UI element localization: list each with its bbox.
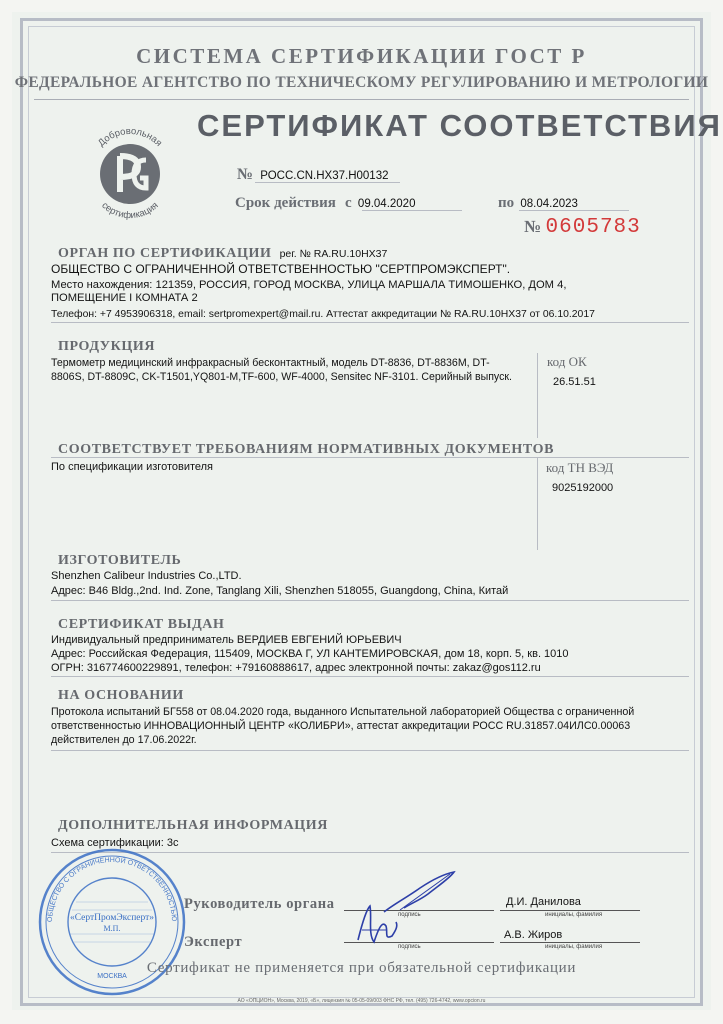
- svg-text:Добровольная: Добровольная: [95, 125, 165, 149]
- organ-address-cont: ПОМЕЩЕНИЕ I КОМНАТА 2: [51, 292, 198, 304]
- organ-divider: [51, 322, 689, 323]
- organization-stamp: [32, 842, 192, 1002]
- manufacturer-divider: [51, 600, 689, 601]
- valid-to-date: 08.04.2023: [520, 198, 578, 210]
- issued-address: Адрес: Российская Федерация, 115409, МОСКВА Г, УЛ КАНТЕМИРОВСКАЯ, дом 18, корп. 5, кв. 1010: [51, 648, 569, 660]
- organ-name: ОБЩЕСТВО С ОГРАНИЧЕННОЙ ОТВЕТСТВЕННОСТЬЮ "СЕРТПРОМЭКСПЕРТ".: [51, 262, 511, 276]
- organ-label: ОРГАН ПО СЕРТИФИКАЦИИ: [58, 246, 272, 261]
- expert-name-caption: инициалы, фамилия: [545, 944, 603, 950]
- issued-contacts: ОГРН: 316774600229891, телефон: +79160888617, адрес электронной почты: zakaz@gos112.ru: [51, 662, 541, 674]
- svg-text:«СертПромЭксперт»: «СертПромЭксперт»: [69, 913, 155, 923]
- certificate-number: РОСС.CN.НХ37.Н00132: [260, 170, 389, 182]
- svg-text:ОБЩЕСТВО С ОГРАНИЧЕННОЙ ОТВЕТС: ОБЩЕСТВО С ОГРАНИЧЕННОЙ ОТВЕТСТВЕННОСТЬЮ: [46, 856, 178, 923]
- footer-note: Сертификат не применяется при обязательной сертификации: [146, 960, 577, 976]
- tnved-divider: [537, 457, 538, 550]
- certification-scheme: Схема сертификации: 3с: [51, 837, 179, 849]
- svg-text:сертификация: сертификация: [99, 200, 161, 222]
- head-name: Д.И. Данилова: [506, 896, 581, 908]
- system-title: СИСТЕМА СЕРТИФИКАЦИИ ГОСТ Р: [136, 44, 587, 68]
- expert-label: Эксперт: [184, 934, 243, 950]
- product-description-1: Термометр медицинский инфракрасный бесконтактный, модель DT-8836, DT-8836M, DT-: [51, 357, 490, 369]
- svg-text:М.П.: М.П.: [103, 924, 121, 933]
- number-label: №: [237, 166, 254, 183]
- basis-divider: [51, 750, 689, 751]
- organ-reg: рег. № RA.RU.10НХ37: [279, 248, 388, 260]
- issued-label: СЕРТИФИКАТ ВЫДАН: [58, 617, 225, 632]
- agency-title: ФЕДЕРАЛЬНОЕ АГЕНТСТВО ПО ТЕХНИЧЕСКОМУ РЕГУЛИРОВАНИЮ И МЕТРОЛОГИИ: [14, 74, 709, 91]
- certificate-title: СЕРТИФИКАТ СООТВЕТСТВИЯ: [197, 108, 722, 143]
- tnved-label: код ТН ВЭД: [546, 460, 614, 475]
- basis-line-1: Протокола испытаний БГ558 от 08.04.2020 года, выданного Испытательной лабораторией Общества с ограниченной: [51, 706, 635, 718]
- svg-text:МОСКВА: МОСКВА: [97, 973, 127, 980]
- rst-logo: [80, 116, 180, 224]
- basis-label: НА ОСНОВАНИИ: [58, 688, 184, 703]
- tnved-value: 9025192000: [552, 482, 614, 494]
- printer-info: АО «ОПЦИОН», Москва, 2019, «Б», лицензия № 05-05-09/003 ФНС РФ, тел. (495) 726-4742, www.opcion.ru: [237, 998, 486, 1004]
- conforms-text: По спецификации изготовителя: [51, 461, 214, 473]
- from-underline: [362, 210, 462, 211]
- product-label: ПРОДУКЦИЯ: [58, 339, 156, 354]
- organ-contacts: Телефон: +7 4953906318, email: sertpromexpert@mail.ru. Аттестат аккредитации № RA.RU.10НХ37 от 06.10.2017: [51, 309, 595, 320]
- to-underline: [519, 210, 629, 211]
- head-name-caption: инициалы, фамилия: [545, 912, 603, 918]
- manufacturer-address: Адрес: B46 Bldg.,2nd. Ind. Zone, Tanglang Xili, Shenzhen 518055, Guangdong, China, Китай: [51, 585, 509, 597]
- manufacturer-label: ИЗГОТОВИТЕЛЬ: [58, 553, 182, 568]
- head-sign-caption: подпись: [398, 912, 421, 918]
- extra-info-label: ДОПОЛНИТЕЛЬНАЯ ИНФОРМАЦИЯ: [58, 818, 328, 833]
- validity-label: Срок действия: [235, 195, 336, 211]
- expert-signature: [352, 900, 402, 952]
- expert-name-line: [500, 942, 640, 943]
- head-name-line: [500, 910, 640, 911]
- conforms-label: СООТВЕТСТВУЕТ ТРЕБОВАНИЯМ НОРМАТИВНЫХ ДОКУМЕНТОВ: [58, 442, 555, 457]
- issued-to: Индивидуальный предприниматель ВЕРДИЕВ ЕВГЕНИЙ ЮРЬЕВИЧ: [51, 634, 402, 646]
- head-label: Руководитель органа: [184, 896, 335, 912]
- expert-name: А.В. Жиров: [504, 929, 563, 941]
- basis-line-2: ответственностью ИННОВАЦИОННЫЙ ЦЕНТР «КОЛИБРИ», аттестат аккредитации РОСС RU.31857.04ИЛС0.00063: [51, 720, 631, 732]
- valid-from-date: 09.04.2020: [357, 198, 416, 210]
- number-underline: [255, 182, 400, 183]
- ok-code-value: 26.51.51: [553, 376, 596, 388]
- product-description-2: 8806S, DT-8809C, CK-T1501,YQ801-M,TF-600, WF-4000, Sensitec NF-3101. Серийный выпуск.: [51, 371, 512, 383]
- manufacturer-name: Shenzhen Calibeur Industries Co.,LTD.: [51, 570, 242, 582]
- conforms-divider: [51, 457, 689, 458]
- to-label: по: [498, 195, 515, 211]
- ok-code-label: код ОК: [547, 354, 587, 369]
- issued-divider: [51, 676, 689, 677]
- product-code-divider: [537, 353, 538, 438]
- serial-no-label: №: [524, 217, 542, 236]
- serial-number: 0605783: [545, 216, 641, 239]
- from-label: с: [345, 195, 352, 211]
- header-divider: [34, 99, 689, 100]
- expert-sign-caption: подпись: [398, 944, 421, 950]
- basis-line-3: действителен до 17.06.2022г.: [51, 734, 197, 746]
- organ-address: Место нахождения: 121359, РОССИЯ, ГОРОД МОСКВА, УЛИЦА МАРШАЛА ТИМОШЕНКО, ДОМ 4,: [51, 279, 567, 291]
